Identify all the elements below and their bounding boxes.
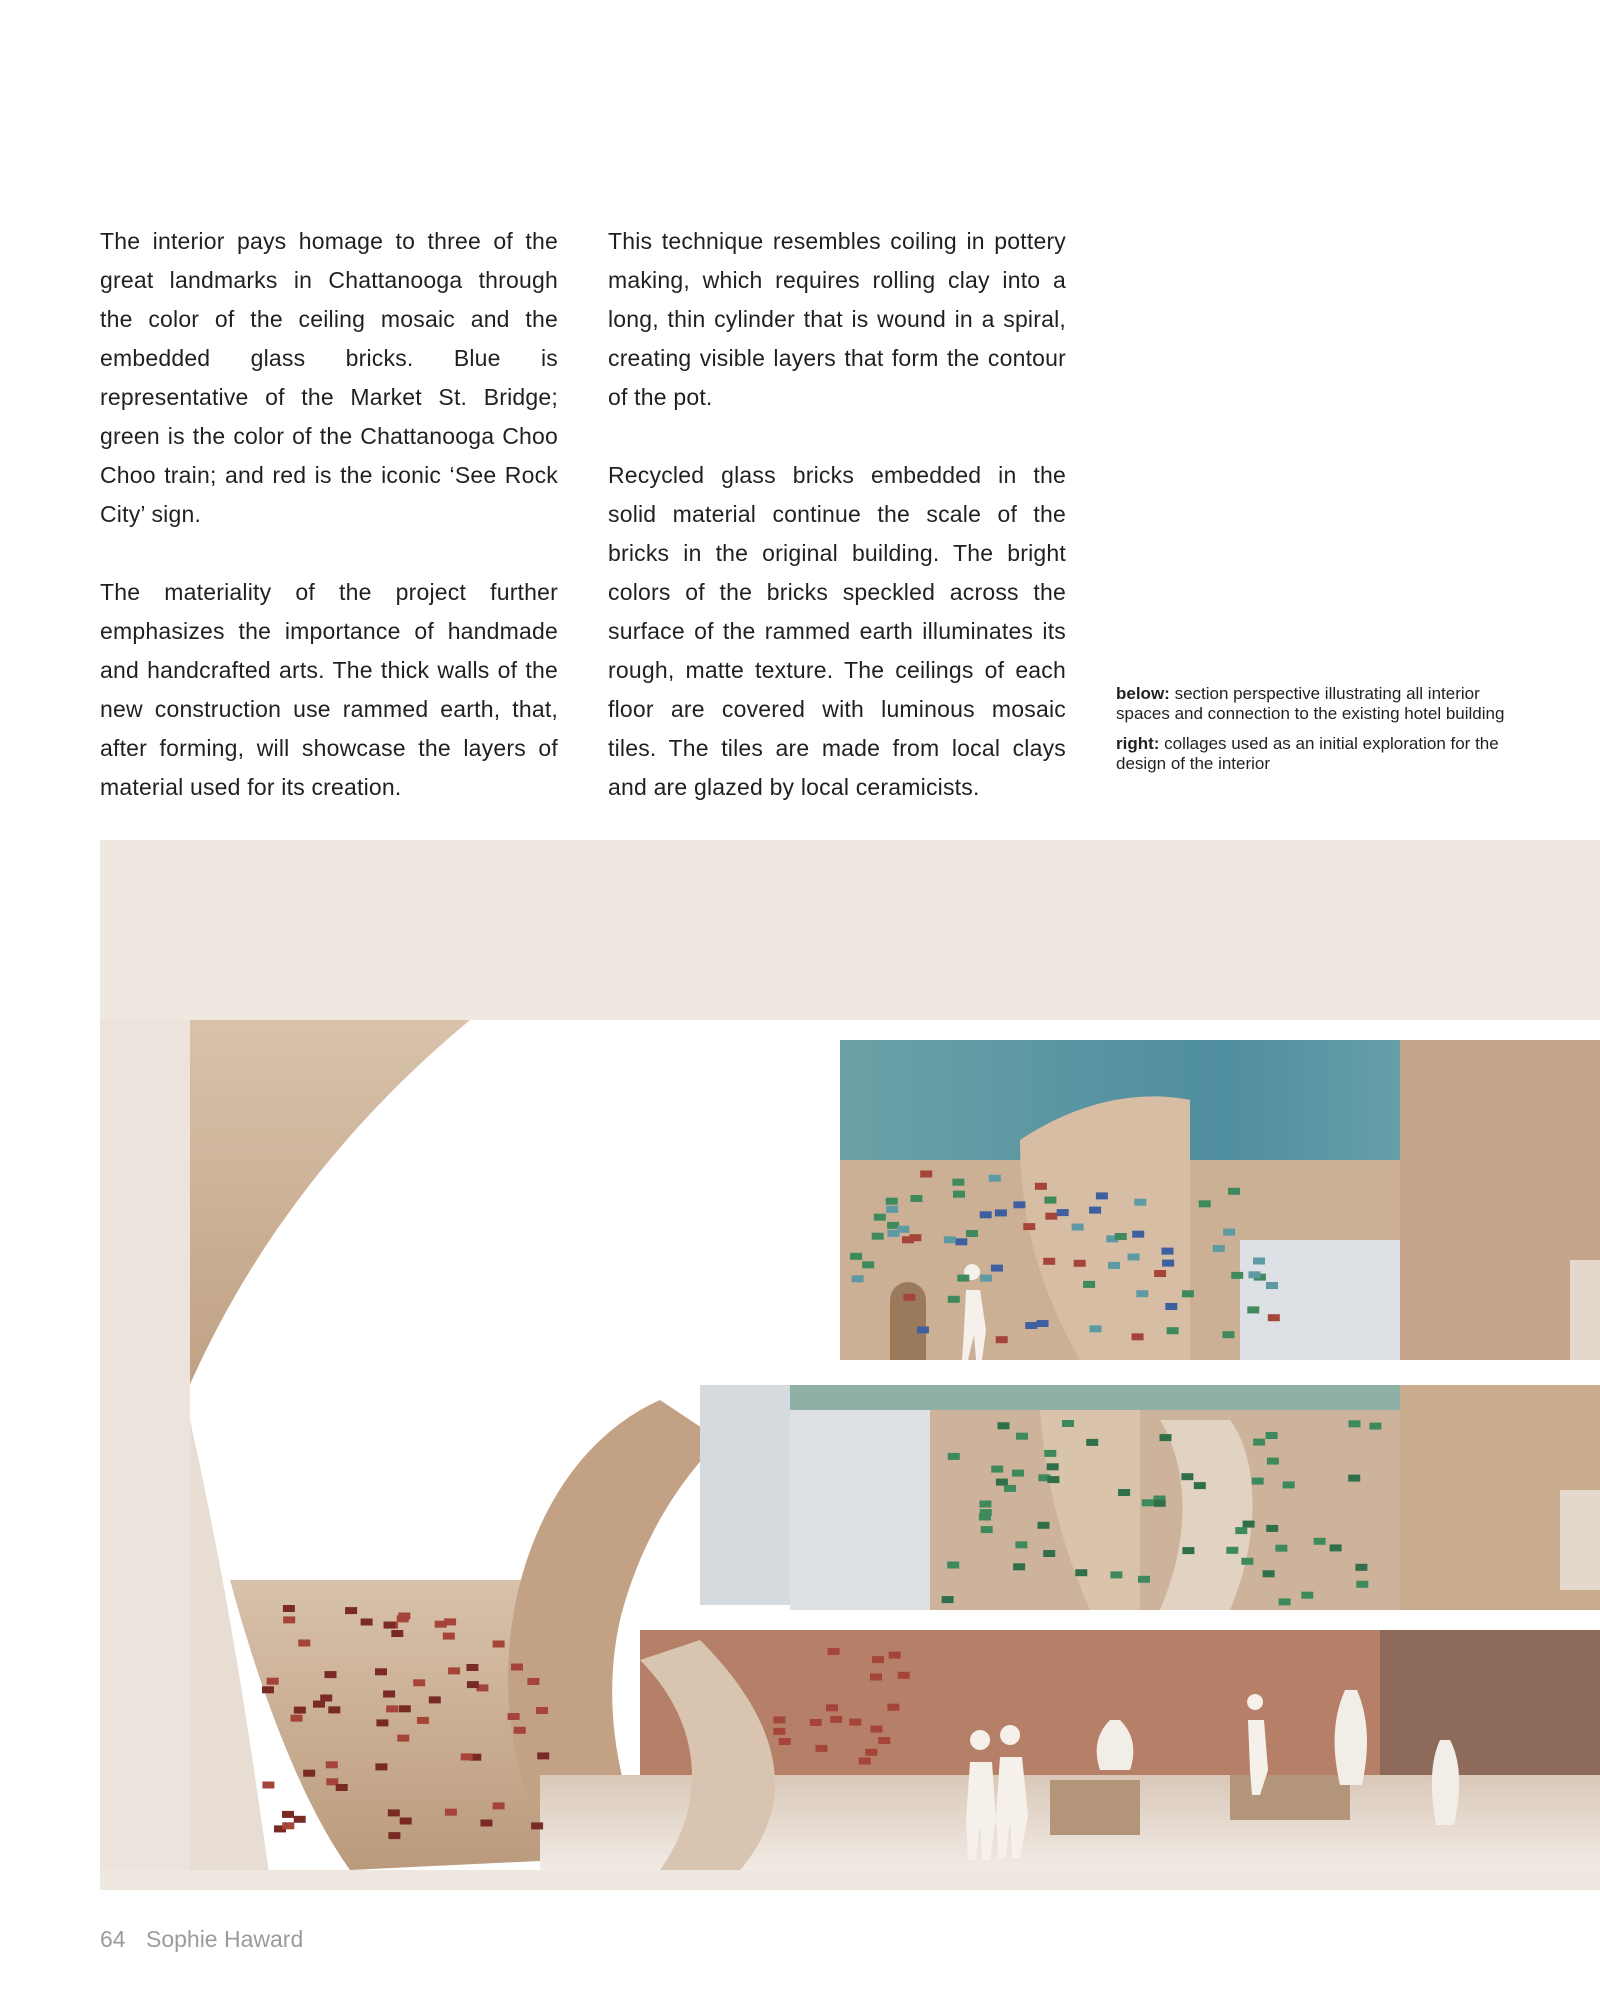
glass-brick (1160, 1434, 1172, 1441)
glass-brick (1016, 1433, 1028, 1440)
glass-brick (1004, 1485, 1016, 1492)
glass-brick (898, 1672, 910, 1679)
body-column-right (608, 222, 1066, 807)
glass-brick (948, 1453, 960, 1460)
glass-brick (1023, 1223, 1035, 1230)
glass-brick (508, 1713, 520, 1720)
caption-right: right: collages used as an initial exploration for the design of the interior (1116, 734, 1499, 773)
glass-brick (417, 1717, 429, 1724)
vase (1432, 1740, 1459, 1825)
glass-brick (1348, 1475, 1360, 1482)
glass-brick (375, 1668, 387, 1675)
glass-brick (859, 1758, 871, 1765)
glass-brick (887, 1704, 899, 1711)
glass-brick (998, 1422, 1010, 1429)
glass-brick (313, 1701, 325, 1708)
glass-brick (826, 1704, 838, 1711)
glass-brick (1349, 1420, 1361, 1427)
glass-brick (1223, 1331, 1235, 1338)
glass-brick (872, 1233, 884, 1240)
glass-brick (375, 1763, 387, 1770)
glass-brick (1266, 1525, 1278, 1532)
glass-brick (445, 1809, 457, 1816)
glass-brick (1115, 1233, 1127, 1240)
glass-brick (1355, 1564, 1367, 1571)
glass-brick (1154, 1500, 1166, 1507)
glass-brick (947, 1562, 959, 1569)
glass-brick (1136, 1290, 1148, 1297)
glass-brick (1013, 1563, 1025, 1570)
glass-brick (1044, 1197, 1056, 1204)
glass-brick (1062, 1420, 1074, 1427)
glass-brick (1047, 1476, 1059, 1483)
glass-brick (1044, 1450, 1056, 1457)
glass-brick (1132, 1231, 1144, 1238)
paragraph: Recycled glass bricks embedded in the solid material continue the scale of the bricks in the original building. The bright colors of the bricks speckled across the surface of the rammed earth illuminates its rough, matte texture. The ceilings of each floor are covered with luminous mosaic tiles. The tiles are made from local clays and are glazed by local ceramicists. (608, 462, 1066, 800)
glass-brick (386, 1705, 398, 1712)
glass-brick (325, 1671, 337, 1678)
glass-brick (1047, 1463, 1059, 1470)
glass-brick (1138, 1576, 1150, 1583)
glass-brick (283, 1605, 295, 1612)
glass-brick (1128, 1254, 1140, 1261)
glass-brick (399, 1705, 411, 1712)
glass-brick (980, 1211, 992, 1218)
glass-brick (1268, 1314, 1280, 1321)
glass-brick (1253, 1439, 1265, 1446)
glass-brick (282, 1822, 294, 1829)
arched-door (890, 1282, 926, 1360)
glass-brick (810, 1719, 822, 1726)
glass-brick (536, 1707, 548, 1714)
glass-brick (467, 1681, 479, 1688)
glass-brick (942, 1596, 954, 1603)
glass-brick (493, 1641, 505, 1648)
glass-brick (1199, 1200, 1211, 1207)
glass-brick (953, 1191, 965, 1198)
glass-brick (1226, 1547, 1238, 1554)
glass-brick (1263, 1570, 1275, 1577)
glass-brick (388, 1809, 400, 1816)
glass-brick (874, 1214, 886, 1221)
body-column-left (100, 222, 558, 807)
glass-brick (1074, 1260, 1086, 1267)
glass-brick (773, 1728, 785, 1735)
glass-brick (1089, 1207, 1101, 1214)
glass-brick (1283, 1481, 1295, 1488)
glass-brick (391, 1630, 403, 1637)
glass-brick (376, 1719, 388, 1726)
glass-brick (429, 1696, 441, 1703)
glass-brick (537, 1752, 549, 1759)
glass-brick (326, 1761, 338, 1768)
glass-brick (1243, 1521, 1255, 1528)
glass-brick (303, 1770, 315, 1777)
glass-brick (944, 1236, 956, 1243)
glass-brick (1025, 1322, 1037, 1329)
glass-brick (397, 1615, 409, 1622)
glass-brick (1154, 1270, 1166, 1277)
soil-band (100, 840, 1600, 1020)
glass-brick (388, 1832, 400, 1839)
glass-brick (980, 1275, 992, 1282)
glass-brick (849, 1719, 861, 1726)
glass-brick (291, 1715, 303, 1722)
paragraph: This technique resembles coiling in pottery making, which requires rolling clay into a long, thin cylinder that is wound in a spiral, creating visible layers that form the contour of the pot. (608, 228, 1066, 410)
glass-brick (493, 1802, 505, 1809)
glass-brick (910, 1195, 922, 1202)
glass-brick (1249, 1271, 1261, 1278)
glass-brick (1015, 1541, 1027, 1548)
glass-brick (830, 1716, 842, 1723)
glass-brick (957, 1275, 969, 1282)
glass-brick (1162, 1248, 1174, 1255)
glass-brick (1037, 1320, 1049, 1327)
glass-brick (511, 1664, 523, 1671)
glass-brick (966, 1230, 978, 1237)
display-pedestal (1050, 1780, 1140, 1835)
glass-brick (1118, 1489, 1130, 1496)
glass-brick (1314, 1538, 1326, 1545)
glass-brick (870, 1674, 882, 1681)
glass-brick (1057, 1209, 1069, 1216)
glass-brick (909, 1234, 921, 1241)
glass-brick (1275, 1545, 1287, 1552)
glass-brick (1096, 1192, 1108, 1199)
glass-brick (996, 1336, 1008, 1343)
glass-brick (996, 1479, 1008, 1486)
glass-brick (361, 1619, 373, 1626)
glass-brick (320, 1695, 332, 1702)
glass-brick (989, 1175, 1001, 1182)
glass-brick (1213, 1245, 1225, 1252)
glass-brick (443, 1633, 455, 1640)
figure-captions (1116, 684, 1516, 784)
glass-brick (397, 1735, 409, 1742)
glass-brick (948, 1296, 960, 1303)
glass-brick (1013, 1201, 1025, 1208)
glass-brick (527, 1678, 539, 1685)
glass-brick (461, 1753, 473, 1760)
glass-brick (1108, 1262, 1120, 1269)
glass-brick (1266, 1432, 1278, 1439)
mosaic-ceiling-middle (790, 1385, 1410, 1410)
glass-brick (991, 1466, 1003, 1473)
glass-brick (1301, 1592, 1313, 1599)
glass-brick (955, 1238, 967, 1245)
glass-brick (878, 1737, 890, 1744)
glass-brick (282, 1811, 294, 1818)
glass-brick (328, 1706, 340, 1713)
glass-brick (1194, 1482, 1206, 1489)
glass-brick (514, 1727, 526, 1734)
glass-brick (262, 1686, 274, 1693)
glass-brick (886, 1198, 898, 1205)
display-pedestal (1230, 1775, 1350, 1820)
glass-brick (1165, 1303, 1177, 1310)
section-perspective-illustration (100, 840, 1600, 1890)
glass-brick (952, 1179, 964, 1186)
glass-brick (1330, 1544, 1342, 1551)
glass-brick (816, 1745, 828, 1752)
glass-brick (1279, 1598, 1291, 1605)
glass-brick (1012, 1470, 1024, 1477)
glass-brick (1267, 1458, 1279, 1465)
glass-brick (1086, 1439, 1098, 1446)
page-number: 64 (100, 1926, 126, 1952)
glass-brick (1072, 1224, 1084, 1231)
glass-brick (480, 1820, 492, 1827)
glass-brick (1167, 1327, 1179, 1334)
glass-brick (448, 1667, 460, 1674)
glass-brick (435, 1621, 447, 1628)
glass-brick (1134, 1199, 1146, 1206)
glass-brick (1223, 1229, 1235, 1236)
glass-brick (1356, 1581, 1368, 1588)
glass-brick (1235, 1527, 1247, 1534)
glass-brick (383, 1691, 395, 1698)
glass-brick (1369, 1423, 1381, 1430)
glass-brick (1228, 1188, 1240, 1195)
glass-brick (1043, 1550, 1055, 1557)
glass-brick (889, 1652, 901, 1659)
glass-brick (870, 1726, 882, 1733)
glass-brick (1110, 1571, 1122, 1578)
glass-brick (294, 1816, 306, 1823)
page-footer (100, 1926, 317, 1953)
glass-brick (1247, 1306, 1259, 1313)
glass-brick (862, 1261, 874, 1268)
glass-brick (1253, 1258, 1265, 1265)
glass-brick (1266, 1282, 1278, 1289)
glass-brick (1182, 1290, 1194, 1297)
glass-brick (531, 1822, 543, 1829)
glass-brick (1035, 1183, 1047, 1190)
glass-brick (267, 1678, 279, 1685)
glass-brick (850, 1253, 862, 1260)
glass-brick (400, 1818, 412, 1825)
glass-brick (1038, 1522, 1050, 1529)
glass-brick (865, 1749, 877, 1756)
glass-brick (1075, 1569, 1087, 1576)
glass-brick (897, 1226, 909, 1233)
glass-brick (872, 1656, 884, 1663)
glass-brick (773, 1716, 785, 1723)
glass-brick (384, 1622, 396, 1629)
glass-brick (852, 1275, 864, 1282)
glass-brick (1181, 1473, 1193, 1480)
glass-brick (1162, 1260, 1174, 1267)
glass-brick (1083, 1281, 1095, 1288)
glass-brick (345, 1607, 357, 1614)
glass-brick (298, 1640, 310, 1647)
paragraph: The materiality of the project further emphasizes the importance of handmade and handcrafted arts. The thick walls of the new construction use rammed earth, that, after forming, will showcase the layers of material used for its creation. (100, 579, 558, 800)
glass-brick (1142, 1499, 1154, 1506)
glass-brick (920, 1171, 932, 1178)
glass-brick (980, 1509, 992, 1516)
glass-brick (1241, 1558, 1253, 1565)
glass-brick (1043, 1258, 1055, 1265)
caption-below: below: section perspective illustrating all interior spaces and connection to the existing hotel building (1116, 684, 1505, 723)
glass-brick (991, 1265, 1003, 1272)
glass-brick (336, 1784, 348, 1791)
glass-brick (917, 1326, 929, 1333)
glass-brick (1045, 1213, 1057, 1220)
glass-brick (1182, 1547, 1194, 1554)
glass-brick (262, 1782, 274, 1789)
glass-brick (995, 1209, 1007, 1216)
glass-brick (413, 1679, 425, 1686)
glass-brick (979, 1501, 991, 1508)
glass-brick (1090, 1325, 1102, 1332)
author-name: Sophie Haward (145, 1926, 304, 1952)
glass-brick (981, 1526, 993, 1533)
glass-brick (779, 1738, 791, 1745)
glass-brick (1252, 1478, 1264, 1485)
glass-brick (1231, 1272, 1243, 1279)
glass-brick (466, 1664, 478, 1671)
paragraph: The interior pays homage to three of the great landmarks in Chattanooga through the color of the ceiling mosaic and the embedded glass bricks. Blue is representative of the Market St. Bridge; green is the color of the Chattanooga Choo Choo train; and red is the iconic ‘See Rock City’ sign. (100, 228, 558, 527)
glass-brick (886, 1206, 898, 1213)
glass-brick (903, 1294, 915, 1301)
glass-brick (828, 1648, 840, 1655)
glass-brick (1132, 1333, 1144, 1340)
glass-brick (283, 1616, 295, 1623)
glass-brick (294, 1707, 306, 1714)
